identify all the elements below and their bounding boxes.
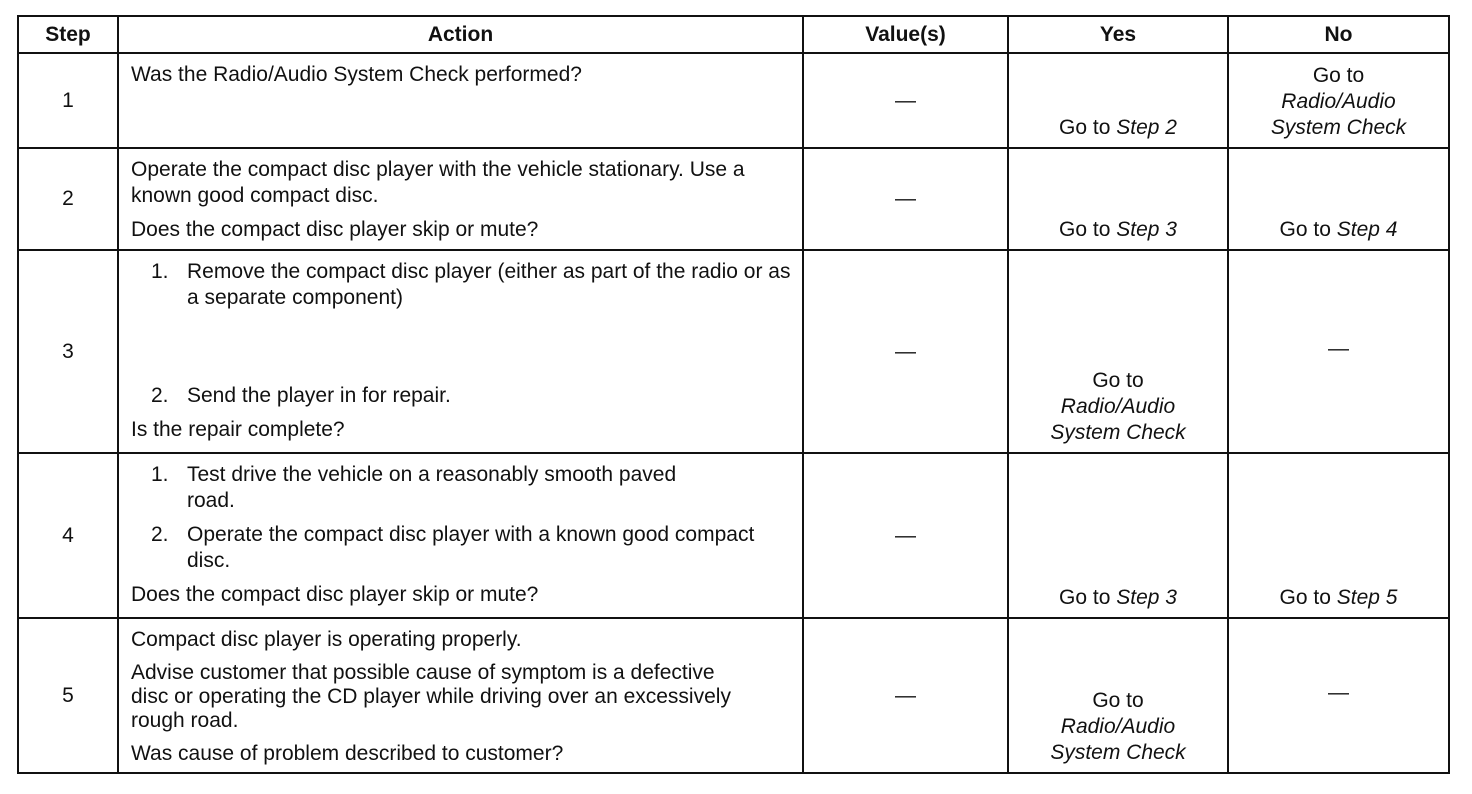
no-cell: — [1228, 250, 1449, 453]
step-number: 5 [18, 618, 118, 773]
goto-link[interactable]: Step 4 [1336, 218, 1398, 241]
value-cell: — [803, 453, 1008, 618]
action-question: Does the compact disc player skip or mute? [131, 218, 539, 241]
action-step: 2. Operate the compact disc player with a known good compact disc. [151, 523, 755, 572]
action-text: Operate the compact disc player with the vehicle stationary. Use a known good compact disc. [131, 158, 745, 207]
table-row [18, 618, 1449, 773]
action-question: Does the compact disc player skip or mute? [131, 583, 539, 606]
diagnostic-table [17, 15, 1450, 774]
no-cell[interactable] [1228, 148, 1449, 250]
yes-cell[interactable] [1008, 53, 1228, 148]
action-step: 1. Remove the compact disc player (either as part of the radio or as a separate component) [151, 260, 791, 309]
goto-link-line[interactable]: System Check [1050, 421, 1186, 444]
table-row [18, 148, 1449, 250]
table-row [18, 53, 1449, 148]
action-step: 1. Test drive the vehicle on a reasonably smooth paved road. [151, 463, 677, 512]
value-cell: — [803, 618, 1008, 773]
action-text: Was the Radio/Audio System Check performed? [131, 63, 582, 86]
header-values: Value(s) [803, 16, 1008, 53]
no-cell[interactable] [1228, 453, 1449, 618]
action-text: Advise customer that possible cause of symptom is a defective disc or operating the CD player while driving over an excessively rough road. [131, 661, 731, 732]
goto-link[interactable]: Step 2 [1116, 116, 1177, 139]
value-cell: — [803, 148, 1008, 250]
action-cell [118, 53, 803, 148]
goto-label: Go to [1059, 116, 1117, 139]
header-step: Step [18, 16, 118, 53]
header-yes: Yes [1008, 16, 1228, 53]
goto-link-line[interactable]: Radio/Audio [1281, 90, 1396, 113]
goto-label: Go to [1092, 369, 1144, 392]
action-steps [131, 259, 792, 409]
yes-cell[interactable] [1008, 148, 1228, 250]
step-number: 3 [18, 250, 118, 453]
table-row [18, 453, 1449, 618]
action-cell [118, 453, 803, 618]
goto-link-line[interactable]: Radio/Audio [1060, 715, 1176, 738]
yes-cell[interactable] [1008, 250, 1228, 453]
step-number: 4 [18, 453, 118, 618]
goto-label: Go to [1279, 218, 1337, 241]
header-no: No [1228, 16, 1449, 53]
goto-label: Go to [1279, 586, 1337, 609]
goto-link-line[interactable]: System Check [1270, 116, 1407, 139]
action-steps [131, 462, 792, 574]
action-cell [118, 618, 803, 773]
action-step: 2. Send the player in for repair. [151, 384, 451, 407]
goto-label: Go to [1312, 64, 1365, 87]
header-action: Action [118, 16, 803, 53]
no-cell: — [1228, 618, 1449, 773]
goto-link-line[interactable]: Radio/Audio [1060, 395, 1176, 418]
action-cell [118, 250, 803, 453]
step-number: 1 [18, 53, 118, 148]
goto-label: Go to [1092, 689, 1144, 712]
table-row [18, 250, 1449, 453]
value-cell: — [803, 250, 1008, 453]
value-cell: — [803, 53, 1008, 148]
goto-link-line[interactable]: System Check [1050, 741, 1186, 764]
goto-label: Go to [1059, 586, 1117, 609]
action-text: Compact disc player is operating properly. [131, 628, 522, 651]
yes-cell[interactable] [1008, 453, 1228, 618]
goto-link[interactable]: Step 3 [1116, 218, 1177, 241]
goto-link[interactable]: Step 5 [1336, 586, 1398, 609]
goto-label: Go to [1059, 218, 1117, 241]
action-question: Was cause of problem described to customer? [131, 742, 564, 765]
no-cell[interactable] [1228, 53, 1449, 148]
yes-cell[interactable] [1008, 618, 1228, 773]
goto-link[interactable]: Step 3 [1116, 586, 1177, 609]
action-question: Is the repair complete? [131, 418, 345, 441]
action-cell [118, 148, 803, 250]
header-row [18, 16, 1449, 53]
step-number: 2 [18, 148, 118, 250]
